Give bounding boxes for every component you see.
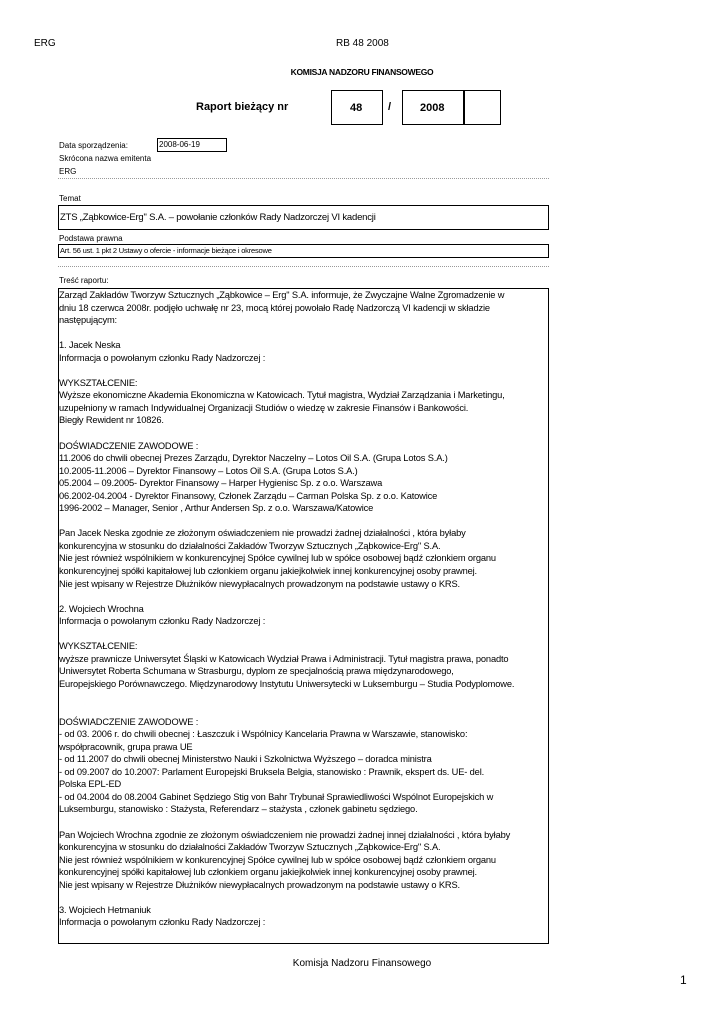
content-line: - od 11.2007 do chwili obecnej Ministerstwo Nauki i Szkolnictwa Wyższego – doradca ministra <box>59 754 432 765</box>
content-line: współpracownik, grupa prawa UE <box>59 741 193 752</box>
content-line: następującym: <box>59 315 117 326</box>
content-line: Polska EPL-ED <box>59 779 122 790</box>
commission-title: KOMISJA NADZORU FINANSOWEGO <box>290 67 434 77</box>
content-line: Informacja o powołanym członku Rady Nadzorczej : <box>59 352 266 363</box>
content-line: DOŚWIADCZENIE ZAWODOWE : <box>59 716 199 727</box>
content-line: Nie jest wpisany w Rejestrze Dłużników niewypłacalnych prowadzonym na podstawie ustawy o KRS. <box>59 879 460 890</box>
date-label: Data sporządzenia: <box>59 141 128 150</box>
content-line: 3. Wojciech Hetmaniuk <box>59 904 151 915</box>
content-line <box>59 816 548 829</box>
divider <box>58 266 549 267</box>
content-line: 10.2005-11.2006 – Dyrektor Finansowy – Lotos Oil S.A. (Grupa Lotos S.A.) <box>59 465 358 476</box>
content-line: Nie jest wpisany w Rejestrze Dłużników niewypłacalnych prowadzonym na podstawie ustawy o KRS. <box>59 578 460 589</box>
content-line: - od 09.2007 do 10.2007: Parlament Europejski Bruksela Belgia, stanowisko : Prawnik, ekspert ds. UE- del. <box>59 766 485 777</box>
content-line: Zarząd Zakładów Tworzyw Sztucznych „Ząbkowice – Erg" S.A. informuje, że Zwyczajne Walne Zgromadzenie w <box>59 290 505 300</box>
header-issuer: ERG <box>34 38 56 49</box>
report-number: 48 <box>350 102 363 114</box>
report-year: 2008 <box>420 102 445 114</box>
content-line: uzupełniony w ramach Indywidualnej Organizacji Studiów o wiedzę w zakresie Finansów i Bankowości. <box>59 402 469 413</box>
content-line <box>59 691 548 704</box>
content-line: WYKSZTAŁCENIE: <box>59 641 138 652</box>
content-line <box>59 891 548 904</box>
content-line: konkurencyjna w stosunku do działalności Zakładów Tworzyw Sztucznych „Ząbkowice-Erg" S.A. <box>59 540 441 551</box>
content-line: 06.2002-04.2004 - Dyrektor Finansowy, Członek Zarządu – Carman Polska Sp. z o.o. Katowice <box>59 490 438 501</box>
content-line: 11.2006 do chwili obecnej Prezes Zarządu, Dyrektor Naczelny – Lotos Oil S.A. (Grupa Lotos S.A.) <box>59 453 448 464</box>
content-line <box>59 590 548 603</box>
content-line: konkurencyjna w stosunku do działalności Zakładów Tworzyw Sztucznych „Ząbkowice-Erg" S.A. <box>59 842 441 853</box>
date-value: 2008-06-19 <box>159 140 200 149</box>
subject-value: ZTS „Ząbkowice-Erg" S.A. – powołanie członków Rady Nadzorczej VI kadencji <box>60 212 376 223</box>
content-line <box>59 628 548 641</box>
report-content-box <box>58 288 549 944</box>
content-line <box>59 515 548 528</box>
report-separator: / <box>388 101 392 113</box>
content-line: Wyższe ekonomiczne Akademia Ekonomiczna w Katowicach. Tytuł magistra, Wydział Zarządzania i Marketingu, <box>59 390 505 401</box>
subject-box <box>58 205 549 230</box>
content-line <box>59 427 548 440</box>
content-line: Nie jest również wspólnikiem w konkurencyjnej Spółce cywilnej lub w spółce osobowej bądź członkiem organu <box>59 553 496 564</box>
content-line <box>59 703 548 716</box>
report-extra-box <box>464 90 501 125</box>
content-line: WYKSZTAŁCENIE: <box>59 377 138 388</box>
content-line: dniu 18 czerwca 2008r. podjęło uchwałę nr 23, mocą której powołało Radę Nadzorczą VI kadencji w składzie <box>59 302 490 313</box>
legal-basis-box <box>58 244 549 258</box>
content-line: 05.2004 – 09.2005- Dyrektor Finansowy – Harper Hygienisc Sp. z o.o. Warszawa <box>59 478 383 489</box>
content-line <box>59 364 548 377</box>
report-number-box <box>331 90 383 125</box>
content-label: Treść raportu: <box>59 276 109 285</box>
header-report-code: RB 48 2008 <box>336 38 389 49</box>
content-line: Biegły Rewident nr 10826. <box>59 415 164 426</box>
report-label: Raport bieżący nr <box>196 101 289 113</box>
content-line: 1. Jacek Neska <box>59 340 121 351</box>
content-line <box>59 327 548 340</box>
divider <box>58 178 549 179</box>
content-line: DOŚWIADCZENIE ZAWODOWE : <box>59 440 199 451</box>
content-line: Europejskiego Porównawczego. Międzynarodowy Instytutu Uniwersytecki w Luksemburgu – Studia Podyplomowe. <box>59 678 515 689</box>
content-line: konkurencyjnej spółki kapitałowej lub członkiem organu jakiejkolwiek innej konkurencyjnej osoby prawnej. <box>59 867 477 878</box>
content-line: Nie jest również wspólnikiem w konkurencyjnej Spółce cywilnej lub w spółce osobowej bądź członkiem organu <box>59 854 496 865</box>
content-line: Informacja o powołanym członku Rady Nadzorczej : <box>59 616 266 627</box>
content-line: Uniwersytet Roberta Schumana w Strasburgu, dyplom ze specjalnością prawa międzynarodowego, <box>59 666 454 677</box>
content-line: wyższe prawnicze Uniwersytet Śląski w Katowicach Wydział Prawa i Administracji. Tytuł magistra prawa, ponadto <box>59 653 509 664</box>
issuer-value: ERG <box>59 167 77 176</box>
report-content-text <box>59 289 548 929</box>
subject-label: Temat <box>59 194 81 203</box>
content-line: 1996-2002 – Manager, Senior , Arthur Andersen Sp. z o.o. Warszawa/Katowice <box>59 503 374 514</box>
report-year-box <box>402 90 464 125</box>
content-line: - od 03. 2006 r. do chwili obecnej : Łaszczuk i Wspólnicy Kancelaria Prawna w Warszawie, stanowisko: <box>59 729 468 740</box>
content-line: Informacja o powołanym członku Rady Nadzorczej : <box>59 917 266 928</box>
date-box <box>157 138 227 152</box>
content-line: 2. Wojciech Wrochna <box>59 603 144 614</box>
content-line: Pan Wojciech Wrochna zgodnie ze złożonym oświadczeniem nie prowadzi żadnej innej działalności , która byłaby <box>59 829 511 840</box>
legal-basis-label: Podstawa prawna <box>59 234 123 243</box>
legal-basis-value: Art. 56 ust. 1 pkt 2 Ustawy o ofercie - informacje bieżące i okresowe <box>60 246 272 255</box>
content-line: Pan Jacek Neska zgodnie ze złożonym oświadczeniem nie prowadzi żadnej działalności , która byłaby <box>59 528 466 539</box>
footer-text: Komisja Nadzoru Finansowego <box>292 958 432 969</box>
page-number: 1 <box>680 973 687 987</box>
content-line: - od 04.2004 do 08.2004 Gabinet Sędziego Stig von Bahr Trybunał Sprawiedliwości Wspólnot Europejskich w <box>59 791 494 802</box>
issuer-label: Skrócona nazwa emitenta <box>59 154 152 163</box>
content-line: konkurencyjnej spółki kapitałowej lub członkiem organu jakiejkolwiek innej konkurencyjnej osoby prawnej. <box>59 566 477 577</box>
content-line: Luksemburgu, stanowisko : Stażysta, Referendarz – stażysta , członek gabinetu sędziego. <box>59 804 418 815</box>
